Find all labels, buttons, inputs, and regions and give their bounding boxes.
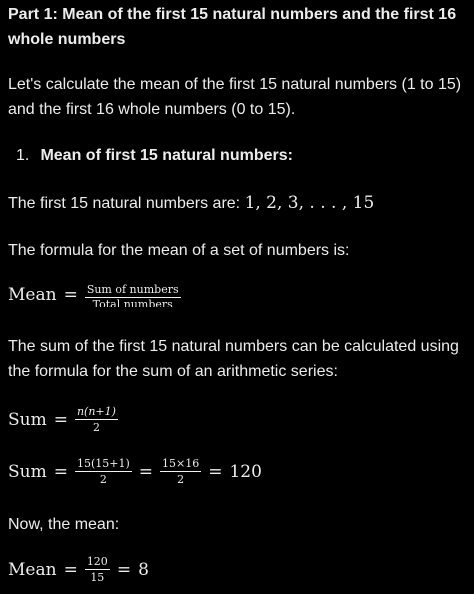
mean-lhs: Mean — [8, 559, 57, 580]
first-numbers-paragraph — [8, 191, 468, 216]
mean-calc-fraction — [85, 555, 110, 584]
fraction-numerator: Sum of numbers — [86, 283, 179, 296]
formula-intro-paragraph: The formula for the mean of a set of numbers is: — [8, 242, 350, 259]
sum-fraction — [75, 405, 118, 434]
list-number: 1. — [16, 147, 30, 164]
fraction-denominator: 2 — [99, 473, 107, 486]
sum-formula-equation — [8, 405, 118, 434]
fraction-numerator: 120 — [86, 555, 108, 568]
fraction-numerator: 15(15+1) — [76, 457, 130, 470]
sum-result: 120 — [229, 461, 262, 482]
equals-sign: = — [63, 559, 78, 580]
first-numbers-text: The first 15 natural numbers are: — [8, 195, 245, 212]
mean-fraction — [85, 283, 181, 307]
equals-sign: = — [208, 461, 223, 482]
equals-sign: = — [53, 461, 68, 482]
fraction-denominator: Total numbers — [92, 298, 173, 307]
fraction-denominator: 15 — [90, 571, 105, 584]
sum-lhs: Sum — [8, 461, 47, 482]
equals-sign: = — [53, 409, 68, 430]
fraction-numerator: 15×16 — [162, 457, 200, 470]
fraction-denominator: 2 — [92, 421, 100, 434]
list-label: Mean of first 15 natural numbers: — [40, 147, 293, 164]
equals-sign: = — [63, 285, 78, 305]
list-item-mean-natural — [16, 143, 293, 168]
sum-lhs: Sum — [8, 409, 47, 430]
fraction-denominator: 2 — [177, 473, 185, 486]
mean-calculation-equation — [8, 555, 149, 584]
mean-lhs: Mean — [8, 285, 57, 305]
first-numbers-math: 1, 2, 3, . . . , 15 — [244, 193, 375, 213]
section-heading: Part 1: Mean of the first 15 natural numbers and the first 16 whole numbers — [8, 6, 457, 48]
equals-sign: = — [138, 461, 154, 482]
now-paragraph: Now, the mean: — [8, 516, 120, 533]
sum-intro-paragraph: The sum of the first 15 natural numbers can be calculated using the formula for the sum of an arithmetic series: — [8, 338, 459, 380]
equals-sign: = — [116, 559, 132, 580]
mean-result: 8 — [138, 559, 149, 580]
intro-paragraph: Let's calculate the mean of the first 15 natural numbers (1 to 15) and the first 16 whole numbers (0 to 15). — [8, 76, 462, 118]
sum-fraction-1 — [75, 457, 132, 486]
fraction-numerator: n(n+1) — [76, 405, 116, 418]
mean-formula-equation — [8, 283, 181, 307]
sum-fraction-2 — [160, 457, 201, 486]
sum-calculation-equation — [8, 457, 262, 486]
